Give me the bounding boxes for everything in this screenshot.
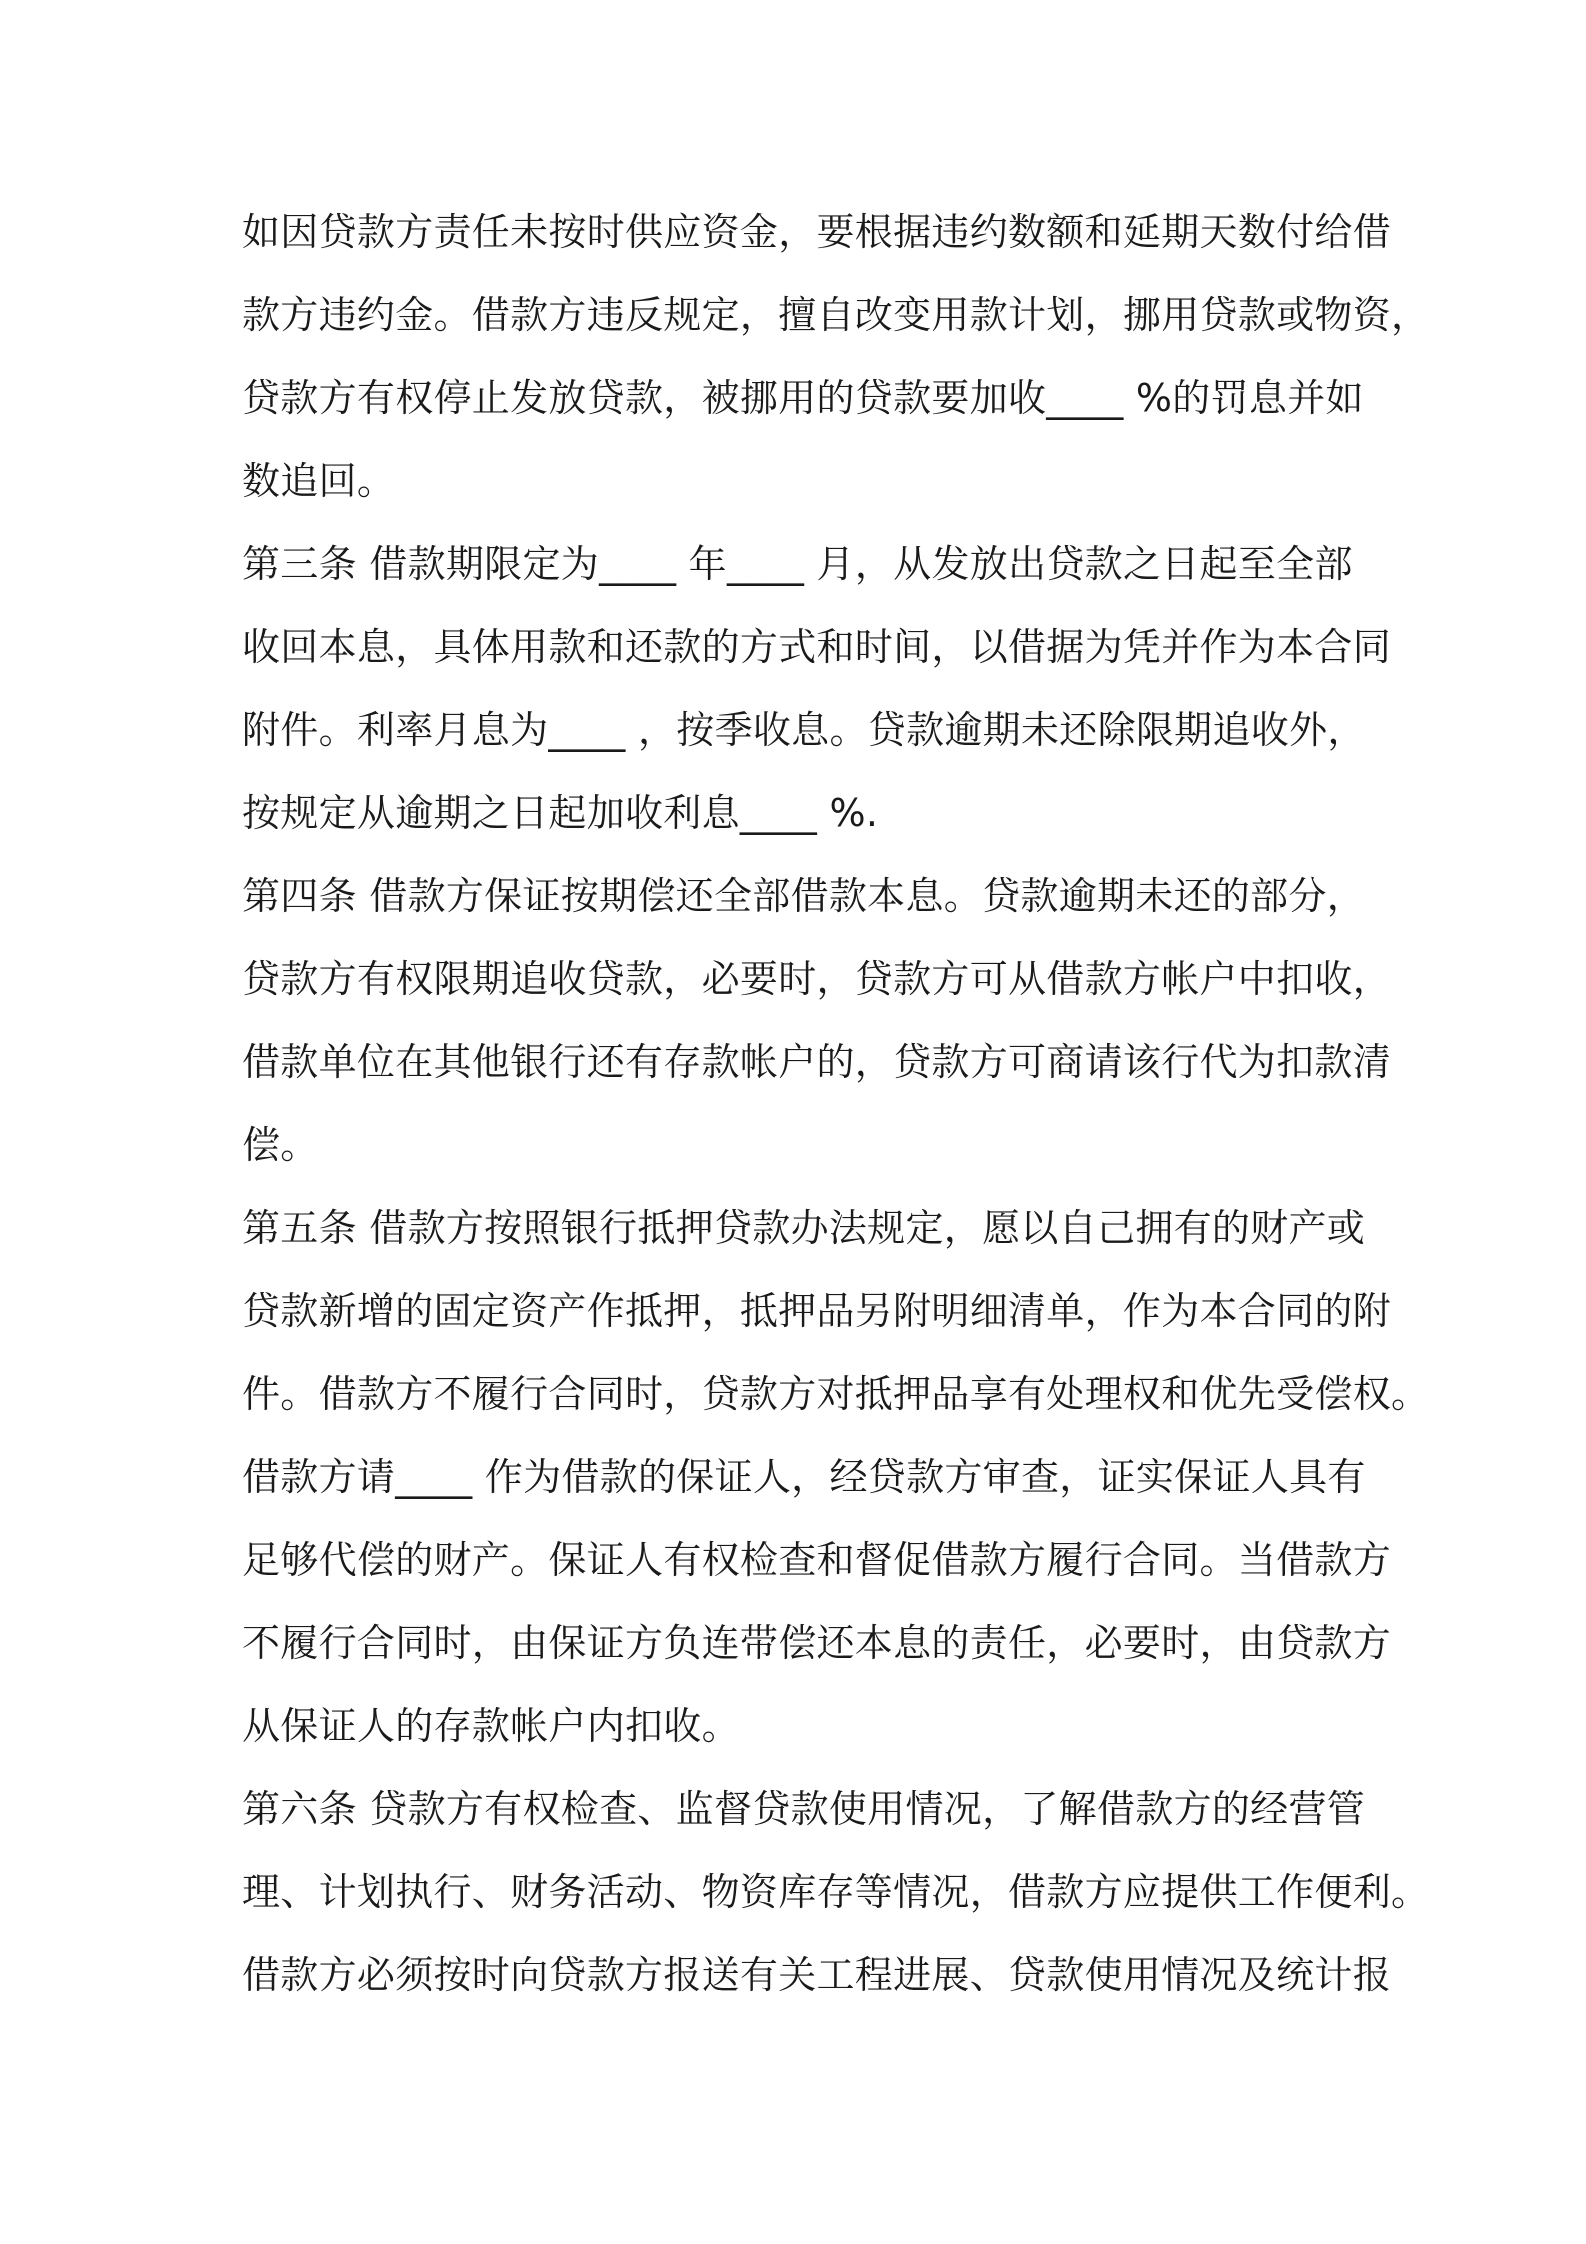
text-line: 件。借款方不履行合同时，贷款方对抵押品享有处理权和优先受偿权。 [242, 1372, 1430, 1416]
text-line: 附件。利率月息为____ ，按季收息。贷款逾期未还除限期追收外， [242, 708, 1366, 752]
text-line: 收回本息，具体用款和还款的方式和时间，以借据为凭并作为本合同 [242, 625, 1392, 669]
text-line: 款方违约金。借款方违反规定，擅自改变用款计划，挪用贷款或物资， [242, 293, 1430, 337]
article-5-line: 第五条 借款方按照银行抵押贷款办法规定，愿以自己拥有的财产或 [242, 1206, 1366, 1250]
text-line: 理、计划执行、财务活动、物资库存等情况，借款方应提供工作便利。 [242, 1870, 1430, 1914]
article-4-line: 第四条 借款方保证按期偿还全部借款本息。贷款逾期未还的部分， [242, 874, 1366, 918]
text-line: 贷款方有权限期追收贷款，必要时，贷款方可从借款方帐户中扣收， [242, 957, 1392, 1001]
text-line: 如因贷款方责任未按时供应资金，要根据违约数额和延期天数付给借 [242, 210, 1392, 254]
text-line: 数追回。 [242, 459, 396, 503]
contract-text [242, 196, 1430, 2022]
text-line: 按规定从逾期之日起加收利息____ %. [242, 791, 879, 835]
text-line: 不履行合同时，由保证方负连带偿还本息的责任，必要时，由贷款方 [242, 1621, 1392, 1665]
text-line: 贷款方有权停止发放贷款，被挪用的贷款要加收____ %的罚息并如 [242, 376, 1364, 420]
text-line: 偿。 [242, 1123, 319, 1167]
text-line: 从保证人的存款帐户内扣收。 [242, 1704, 740, 1748]
text-line: 借款方请____ 作为借款的保证人，经贷款方审查，证实保证人具有 [242, 1455, 1366, 1499]
article-3-line: 第三条 借款期限定为____ 年____ 月，从发放出贷款之日起至全部 [242, 542, 1353, 586]
text-line: 借款方必须按时向贷款方报送有关工程进展、贷款使用情况及统计报 [242, 1953, 1392, 1997]
text-line: 足够代偿的财产。保证人有权检查和督促借款方履行合同。当借款方 [242, 1538, 1392, 1582]
text-line: 借款单位在其他银行还有存款帐户的，贷款方可商请该行代为扣款清 [242, 1040, 1392, 1084]
text-line: 贷款新增的固定资产作抵押，抵押品另附明细清单，作为本合同的附 [242, 1289, 1392, 1333]
article-6-line: 第六条 贷款方有权检查、监督贷款使用情况，了解借款方的经营管 [242, 1787, 1366, 1831]
